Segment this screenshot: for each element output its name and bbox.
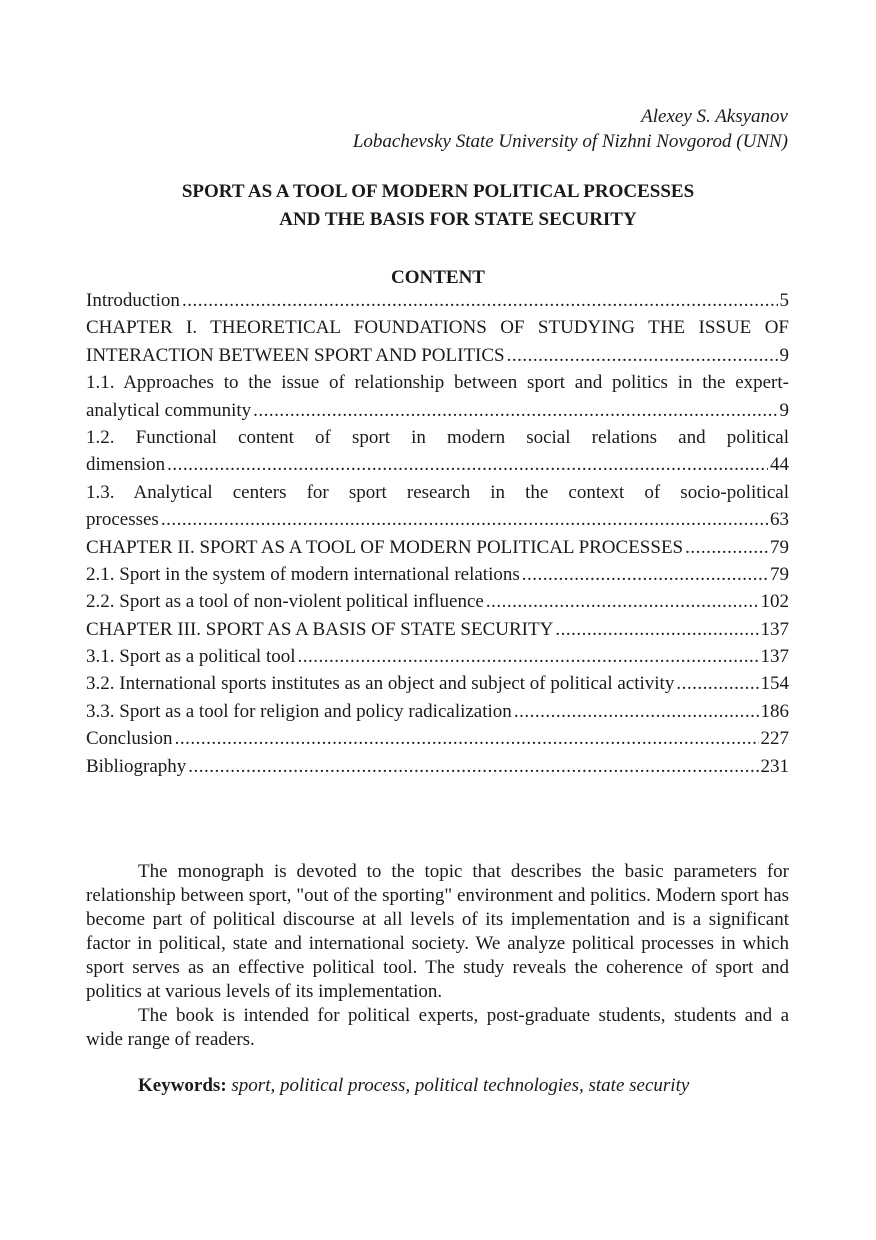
toc-entry-chapter2: CHAPTER II. SPORT AS A TOOL OF MODERN POLITICAL PROCESSES ..... 79	[86, 537, 789, 564]
toc-entry-1-3: processes ..... 63	[86, 509, 789, 536]
dot-leader	[507, 345, 778, 367]
page-number: 79	[770, 563, 789, 585]
toc-entry-1-1-line1: 1.1. Approaches to the issue of relationship between sport and politics in the expert-	[86, 372, 789, 394]
page-number: 186	[760, 700, 789, 722]
keywords-value: sport, political process, political technologies, state security	[231, 1075, 690, 1096]
toc-entry-introduction: Introduction ..... 5	[86, 290, 789, 317]
title-line-2: AND THE BASIS FOR STATE SECURITY	[279, 209, 637, 230]
abstract	[86, 860, 789, 1052]
author-name: Alexey S. Aksyanov	[641, 106, 788, 127]
toc-entry-1-3-line1: 1.3. Analytical centers for sport research in the context of socio-political	[86, 481, 789, 503]
toc-entry-3-3: 3.3. Sport as a tool for religion and policy radicalization ..... 186	[86, 701, 789, 728]
author-block	[353, 104, 788, 154]
toc-entry-1-2-line1: 1.2. Functional content of sport in modern social relations and political	[86, 426, 789, 448]
toc-entry-3-1: 3.1. Sport as a political tool ..... 137	[86, 646, 789, 673]
page-number: 231	[760, 755, 789, 777]
dot-leader	[298, 646, 759, 668]
dot-leader	[167, 454, 768, 476]
page-number: 9	[779, 344, 789, 366]
keywords-label: Keywords:	[138, 1075, 227, 1096]
dot-leader	[486, 591, 759, 613]
title-line-1: SPORT AS A TOOL OF MODERN POLITICAL PROCESSES	[181, 181, 695, 202]
content-heading: CONTENT	[391, 267, 485, 288]
toc-entry-chapter3: CHAPTER III. SPORT AS A BASIS OF STATE SECURITY ..... 137	[86, 619, 789, 646]
page-number: 227	[760, 728, 789, 750]
dot-leader	[161, 509, 768, 531]
dot-leader	[522, 564, 768, 586]
page-number: 154	[760, 673, 789, 695]
toc-entry-2-1: 2.1. Sport in the system of modern international relations ..... 79	[86, 564, 789, 591]
dot-leader	[175, 728, 759, 750]
toc-entry-3-2: 3.2. International sports institutes as an object and subject of political activity ..... 154	[86, 673, 789, 700]
page-number: 79	[770, 536, 789, 558]
toc-entry-chapter1-line1: CHAPTER I. THEORETICAL FOUNDATIONS OF STUDYING THE ISSUE OF	[86, 317, 789, 339]
page-number: 9	[779, 399, 789, 421]
toc-entry-conclusion: Conclusion ..... 227	[86, 728, 789, 755]
toc-entry-chapter1: INTERACTION BETWEEN SPORT AND POLITICS ..... 9	[86, 345, 789, 372]
page-number: 102	[760, 591, 789, 613]
abstract-paragraph-2: The book is intended for political experts, post-graduate students, students and a wide range of readers.	[86, 1005, 789, 1050]
page-number: 5	[779, 290, 789, 311]
toc-entry-bibliography: Bibliography ..... 231	[86, 756, 789, 783]
keywords	[138, 1074, 689, 1098]
author-affiliation: Lobachevsky State University of Nizhni Novgorod (UNN)	[352, 131, 788, 152]
monograph-title	[0, 178, 876, 234]
page-number: 63	[770, 509, 789, 531]
dot-leader	[182, 290, 778, 312]
dot-leader	[514, 701, 759, 723]
table-of-contents	[86, 290, 789, 783]
toc-entry-1-1: analytical community ..... 9	[86, 400, 789, 427]
toc-entry-2-2: 2.2. Sport as a tool of non-violent political influence ..... 102	[86, 591, 789, 618]
page-number: 137	[760, 646, 789, 668]
abstract-paragraph-1: The monograph is devoted to the topic that describes the basic parameters for relationship between sport, "out of the sporting" environment and politics. Modern sport has become part of political discourse at all levels of its implementation and is a significant factor in political, state and international society. We analyze political processes in which sport serves as an effective political tool. The study reveals the coherence of sport and politics at various levels of its implementation.	[86, 861, 789, 1002]
dot-leader	[676, 673, 758, 695]
dot-leader	[555, 619, 758, 641]
page-number: 44	[770, 454, 789, 476]
dot-leader	[685, 537, 768, 559]
toc-entry-1-2: dimension ..... 44	[86, 454, 789, 481]
page-number: 137	[760, 618, 789, 640]
dot-leader	[188, 756, 758, 778]
dot-leader	[253, 400, 777, 422]
